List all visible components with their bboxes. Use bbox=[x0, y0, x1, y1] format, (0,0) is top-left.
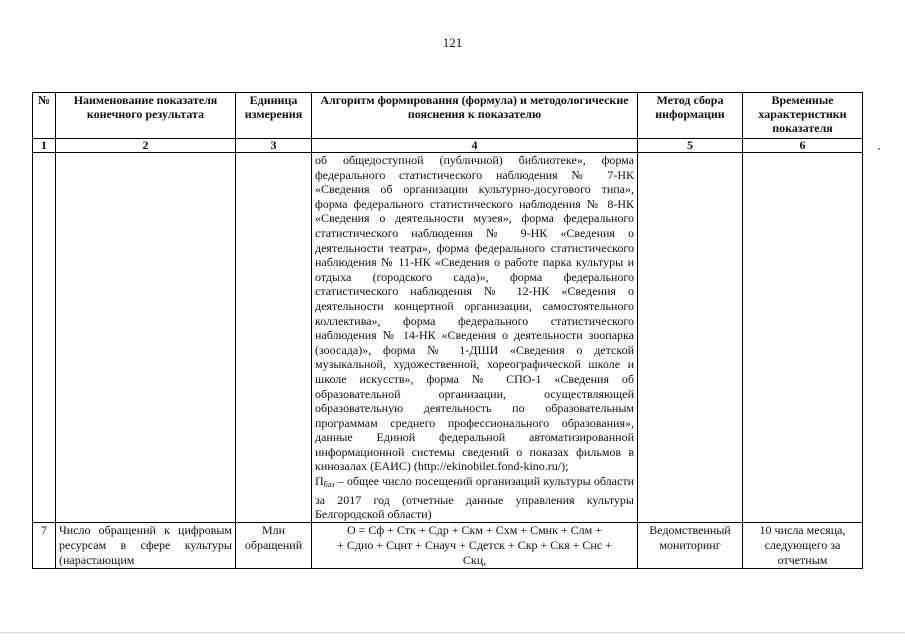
empty-cell bbox=[743, 153, 863, 523]
page-number: 121 bbox=[442, 35, 463, 50]
formula-cell bbox=[312, 522, 638, 568]
indicator-name: Число обращений к цифровым ресурсам в сфере культуры (нарастающим bbox=[56, 522, 236, 568]
empty-cell bbox=[638, 153, 743, 523]
note-subscript: баз bbox=[323, 480, 335, 490]
scan-speck bbox=[878, 148, 880, 150]
empty-cell bbox=[33, 153, 56, 523]
column-number-row bbox=[33, 139, 863, 153]
column-number: 3 bbox=[236, 139, 312, 153]
column-number: 6 bbox=[743, 139, 863, 153]
header-method: Метод сбора информации bbox=[638, 93, 743, 139]
header-unit: Единица измерения bbox=[236, 93, 312, 139]
column-number: 5 bbox=[638, 139, 743, 153]
empty-cell bbox=[236, 153, 312, 523]
column-number: 4 bbox=[312, 139, 638, 153]
header-timing: Временные характеристики показателя bbox=[743, 93, 863, 139]
table-header-row bbox=[33, 93, 863, 139]
page-bottom-edge bbox=[0, 632, 905, 633]
header-indicator-name: Наименование показателя конечного результата bbox=[56, 93, 236, 139]
column-number: 1 bbox=[33, 139, 56, 153]
formula-line: Скц, bbox=[462, 552, 487, 567]
timing-cell: 10 числа месяца, следующего за отчетным bbox=[743, 522, 863, 568]
header-number: № bbox=[33, 93, 56, 139]
row-number: 7 bbox=[33, 522, 56, 568]
method-cell: Ведомственный мониторинг bbox=[638, 522, 743, 568]
formula-line: + Сдио + Сцнт + Снауч + Сдетск + Скр + Скя + Снс + bbox=[337, 537, 612, 552]
note-text: – общее число посещений организаций культуры области за 2017 год (отчетные данные управления культуры Белгородской области) bbox=[315, 474, 634, 522]
note-symbol: П bbox=[315, 474, 324, 489]
algorithm-text: об общедоступной (публичной) библиотеке», форма федерального статистического наблюдения № 7-НК «Сведения об организации культурно-досугового типа», форма федерального статистического наблюдения № 8-НК «Сведения о деятельности музея», форма федерального статистического наблюдения № 9-НК «Сведения о деятельности театра», форма федерального статистического наблюдения № 11-НК «Сведения о работе парка культуры и отдыха (городского сада)», форма федерального статистического наблюдения № 12-НК «Сведения о деятельности концертной организации, самостоятельного коллектива», форма федерального статистического наблюдения № 14-НК «Сведения о деятельности зоопарка (зоосада)», форма № 1-ДШИ «Сведения о детской музыкальной, художественной, хореографической школе и школе искусств», форма № СПО-1 «Сведения об образовательной организации, осуществляющей образовательную деятельность по образовательным программам среднего профессионального образования», данные Единой федеральной автоматизированной информационной системы сведений о показах фильмов в кинозалах (ЕАИС) (http://ekinobilet.fond-kino.ru/); bbox=[315, 153, 634, 474]
indicator-table bbox=[32, 92, 863, 569]
table-row bbox=[33, 522, 863, 568]
unit-cell: Млн обращений bbox=[236, 522, 312, 568]
header-algorithm: Алгоритм формирования (формула) и методологические пояснения к показателю bbox=[312, 93, 638, 139]
algorithm-cell bbox=[312, 153, 638, 523]
formula-line: О = Сф + Стк + Сдр + Скм + Схм + Смнк + Слм + bbox=[346, 522, 603, 537]
column-number: 2 bbox=[56, 139, 236, 153]
empty-cell bbox=[56, 153, 236, 523]
table-row bbox=[33, 153, 863, 523]
